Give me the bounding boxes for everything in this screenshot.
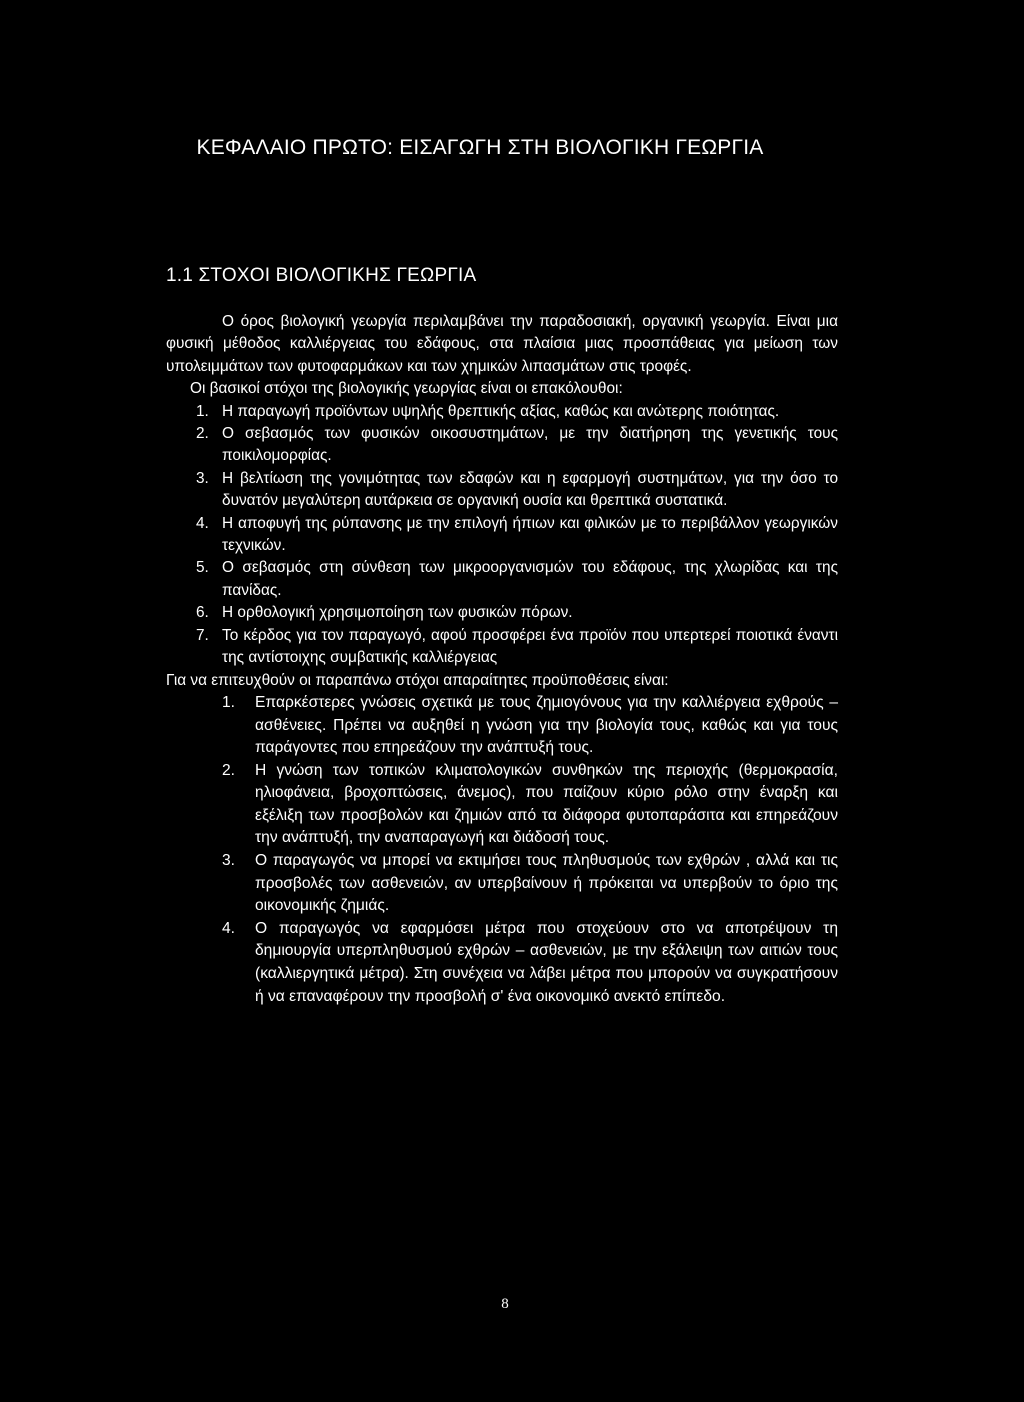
list-item — [196, 557, 838, 602]
intro-paragraph: Ο όρος βιολογική γεωργία περιλαμβάνει την παραδοσιακή, οργανική γεωργία. Είναι μια φυσική μέθοδος καλλιέργειας του εδάφους, στα πλαίσια μιας προσπάθειας για μείωση των υπολειμμάτων των φυτοφαρμάκων και των χημικών λιπασμάτων στις τροφές. — [166, 313, 838, 375]
list-item-number: 2. — [222, 761, 236, 779]
list-item-number: 1. — [222, 693, 236, 711]
list-item-number: 7. — [196, 626, 209, 644]
list-item-text: Ο σεβασμός στη σύνθεση των μικροοργανισμών του εδάφους, της χλωρίδας και της πανίδας. — [222, 559, 838, 599]
list-item — [196, 423, 838, 468]
list-item-number: 3. — [196, 469, 209, 487]
list-item-number: 6. — [196, 604, 209, 622]
list-item — [196, 513, 838, 558]
body-text — [166, 311, 838, 1008]
list-item-text: Η αποφυγή της ρύπανσης με την επιλογή ήπιων και φιλικών με το περιβάλλον γεωργικών τεχνικών. — [222, 514, 838, 555]
list-item-text: Ο σεβασμός των φυσικών οικοσυστημάτων, με την διατήρηση της γενετικής τους ποικιλομορφίας. — [222, 425, 838, 465]
goals-intro: Οι βασικοί στόχοι της βιολογικής γεωργίας είναι οι επακόλουθοι: — [190, 380, 623, 398]
list-item-number: 4. — [196, 514, 209, 532]
list-item-number: 5. — [196, 559, 209, 577]
section-title: 1.1 ΣΤΟΧΟΙ ΒΙΟΛΟΓΙΚΗΣ ΓΕΩΡΓΙΑ — [166, 265, 477, 286]
goals-list — [166, 401, 838, 670]
list-item-text: Η γνώση των τοπικών κλιματολογικών συνθηκών της περιοχής (θερμοκρασία, ηλιοφάνεια, βροχοπτώσεις, άνεμος), που παίζουν κύριο ρόλο στην έναρξη και εξέλιξη των προσβολών και ζημιών από τα διάφορα φυτοπαράσιτα και επηρεάζουν την ανάπτυξή, την αναπαραγωγή και διάδοσή τους. — [255, 761, 838, 847]
list-item-number: 3. — [222, 852, 236, 870]
chapter-title: ΚΕΦΑΛΑΙΟ ΠΡΩΤΟ: ΕΙΣΑΓΩΓΗ ΣΤΗ ΒΙΟΛΟΓΙΚΗ ΓΕΩΡΓΙΑ — [196, 136, 764, 159]
list-item — [222, 692, 838, 760]
list-item — [222, 760, 838, 850]
list-item-text: Η ορθολογική χρησιμοποίηση των φυσικών πόρων. — [222, 604, 573, 622]
list-item-text: Η παραγωγή προϊόντων υψηλής θρεπτικής αξίας, καθώς και ανώτερης ποιότητας. — [222, 402, 780, 420]
list-item — [196, 602, 838, 624]
page-number: 8 — [501, 1296, 509, 1312]
list-item-number: 4. — [222, 919, 236, 937]
list-item-text: Το κέρδος για τον παραγωγό, αφού προσφέρει ένα προϊόν που υπερτερεί ποιοτικά έναντι της αντίστοιχης συμβατικής καλλιέργειας — [222, 626, 838, 667]
list-item-text: Ο παραγωγός να εφαρμόσει μέτρα που στοχεύουν στο να αποτρέψουν τη δημιουργία υπερπληθυσμού εχθρών – ασθενειών, με την εξάλειψη των αιτιών τους (καλλιεργητικά μέτρα). Στη συνέχεια να λάβει μέτρα που μπορούν να συγκρατήσουν ή να επαναφέρουν την προσβολή σ' ένα οικονομικό ανεκτό επίπεδο. — [255, 919, 838, 1005]
list-item-number: 2. — [196, 425, 209, 443]
list-item — [196, 625, 838, 670]
prereq-intro: Για να επιτευχθούν οι παραπάνω στόχοι απαραίτητες προϋποθέσεις είναι: — [166, 671, 669, 689]
list-item-text: Η βελτίωση της γονιμότητας των εδαφών και η εφαρμογή συστημάτων, για την όσο το δυνατόν μεγαλύτερη αυτάρκεια σε οργανική ουσία και θρεπτικά συστατικά. — [222, 469, 838, 510]
list-item — [222, 850, 838, 918]
list-item-text: Ο παραγωγός να μπορεί να εκτιμήσει τους πληθυσμούς των εχθρών , αλλά και τις προσβολές των ασθενειών, αν υπερβαίνουν ή πρόκειται να υπερβούν το όριο της οικονομικής ζημιάς. — [255, 852, 838, 915]
list-item — [222, 918, 838, 1008]
list-item-text: Επαρκέστερες γνώσεις σχετικά με τους ζημιογόνους για την καλλιέργεια εχθρούς – ασθένειες. Πρέπει να αυξηθεί η γνώση για την βιολογία τους, καθώς και για τους παράγοντες που επηρεάζουν την ανάπτυξή τους. — [255, 693, 838, 757]
list-item-number: 1. — [196, 402, 209, 420]
list-item — [196, 468, 838, 513]
list-item — [196, 401, 838, 423]
prerequisites-list — [166, 692, 838, 1008]
